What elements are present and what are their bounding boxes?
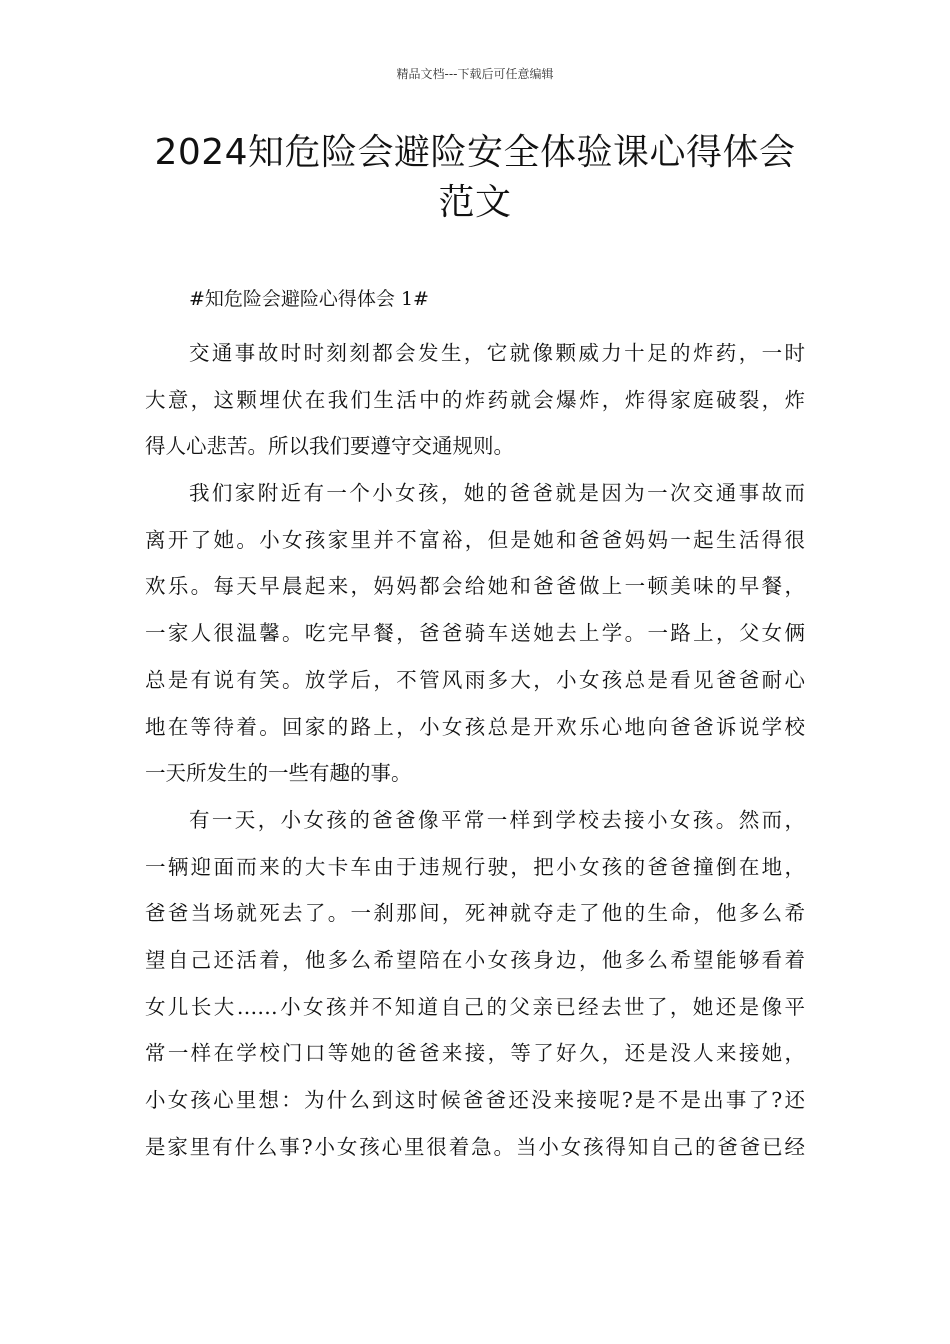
paragraph-line: 大意，这颗埋伏在我们生活中的炸药就会爆炸，炸得家庭破裂，炸 — [145, 387, 805, 412]
paragraph-line: 一天所发生的一些有趣的事。 — [145, 761, 412, 786]
title-line-1: 2024知危险会避险安全体验课心得体会 — [154, 132, 796, 173]
paragraph-line: 常一样在学校门口等她的爸爸来接，等了好久，还是没人来接她， — [145, 1041, 805, 1066]
paragraph-line: 爸爸当场就死去了。一刹那间，死神就夺走了他的生命，他多么希 — [145, 901, 805, 926]
paragraph-line: 得人心悲苦。所以我们要遵守交通规则。 — [145, 434, 514, 459]
paragraph-1 — [145, 330, 805, 470]
document-body — [145, 330, 805, 1170]
page-header: 精品文档---下载后可任意编辑 — [396, 67, 554, 81]
paragraph-3 — [145, 797, 805, 1171]
paragraph-line: 一辆迎面而来的大卡车由于违规行驶，把小女孩的爸爸撞倒在地， — [145, 854, 805, 879]
paragraph-line: 望自己还活着，他多么希望陪在小女孩身边，他多么希望能够看着 — [145, 947, 805, 972]
paragraph-line: 是家里有什么事?小女孩心里很着急。当小女孩得知自己的爸爸已经 — [145, 1134, 805, 1159]
section-heading: #知危险会避险心得体会 1# — [189, 288, 429, 310]
paragraph-line: 总是有说有笑。放学后，不管风雨多大，小女孩总是看见爸爸耐心 — [145, 667, 805, 692]
paragraph-line: 离开了她。小女孩家里并不富裕，但是她和爸爸妈妈一起生活得很 — [145, 527, 805, 552]
paragraph-2 — [145, 470, 805, 797]
title-line-2: 范文 — [438, 182, 512, 223]
paragraph-line: 交通事故时时刻刻都会发生，它就像颗威力十足的炸药，一时 — [189, 341, 805, 365]
paragraph-line: 地在等待着。回家的路上，小女孩总是开欢乐心地向爸爸诉说学校 — [145, 714, 805, 739]
paragraph-line: 我们家附近有一个小女孩，她的爸爸就是因为一次交通事故而 — [189, 481, 805, 506]
document-title — [140, 128, 810, 228]
paragraph-line: 女儿长大……小女孩并不知道自己的父亲已经去世了，她还是像平 — [145, 994, 805, 1019]
paragraph-line: 有一天，小女孩的爸爸像平常一样到学校去接小女孩。然而， — [189, 807, 805, 832]
paragraph-line: 一家人很温馨。吃完早餐，爸爸骑车送她去上学。一路上，父女俩 — [145, 621, 805, 646]
paragraph-line: 欢乐。每天早晨起来，妈妈都会给她和爸爸做上一顿美味的早餐， — [145, 574, 805, 599]
paragraph-line: 小女孩心里想：为什么到这时候爸爸还没来接呢?是不是出事了?还 — [145, 1088, 805, 1112]
